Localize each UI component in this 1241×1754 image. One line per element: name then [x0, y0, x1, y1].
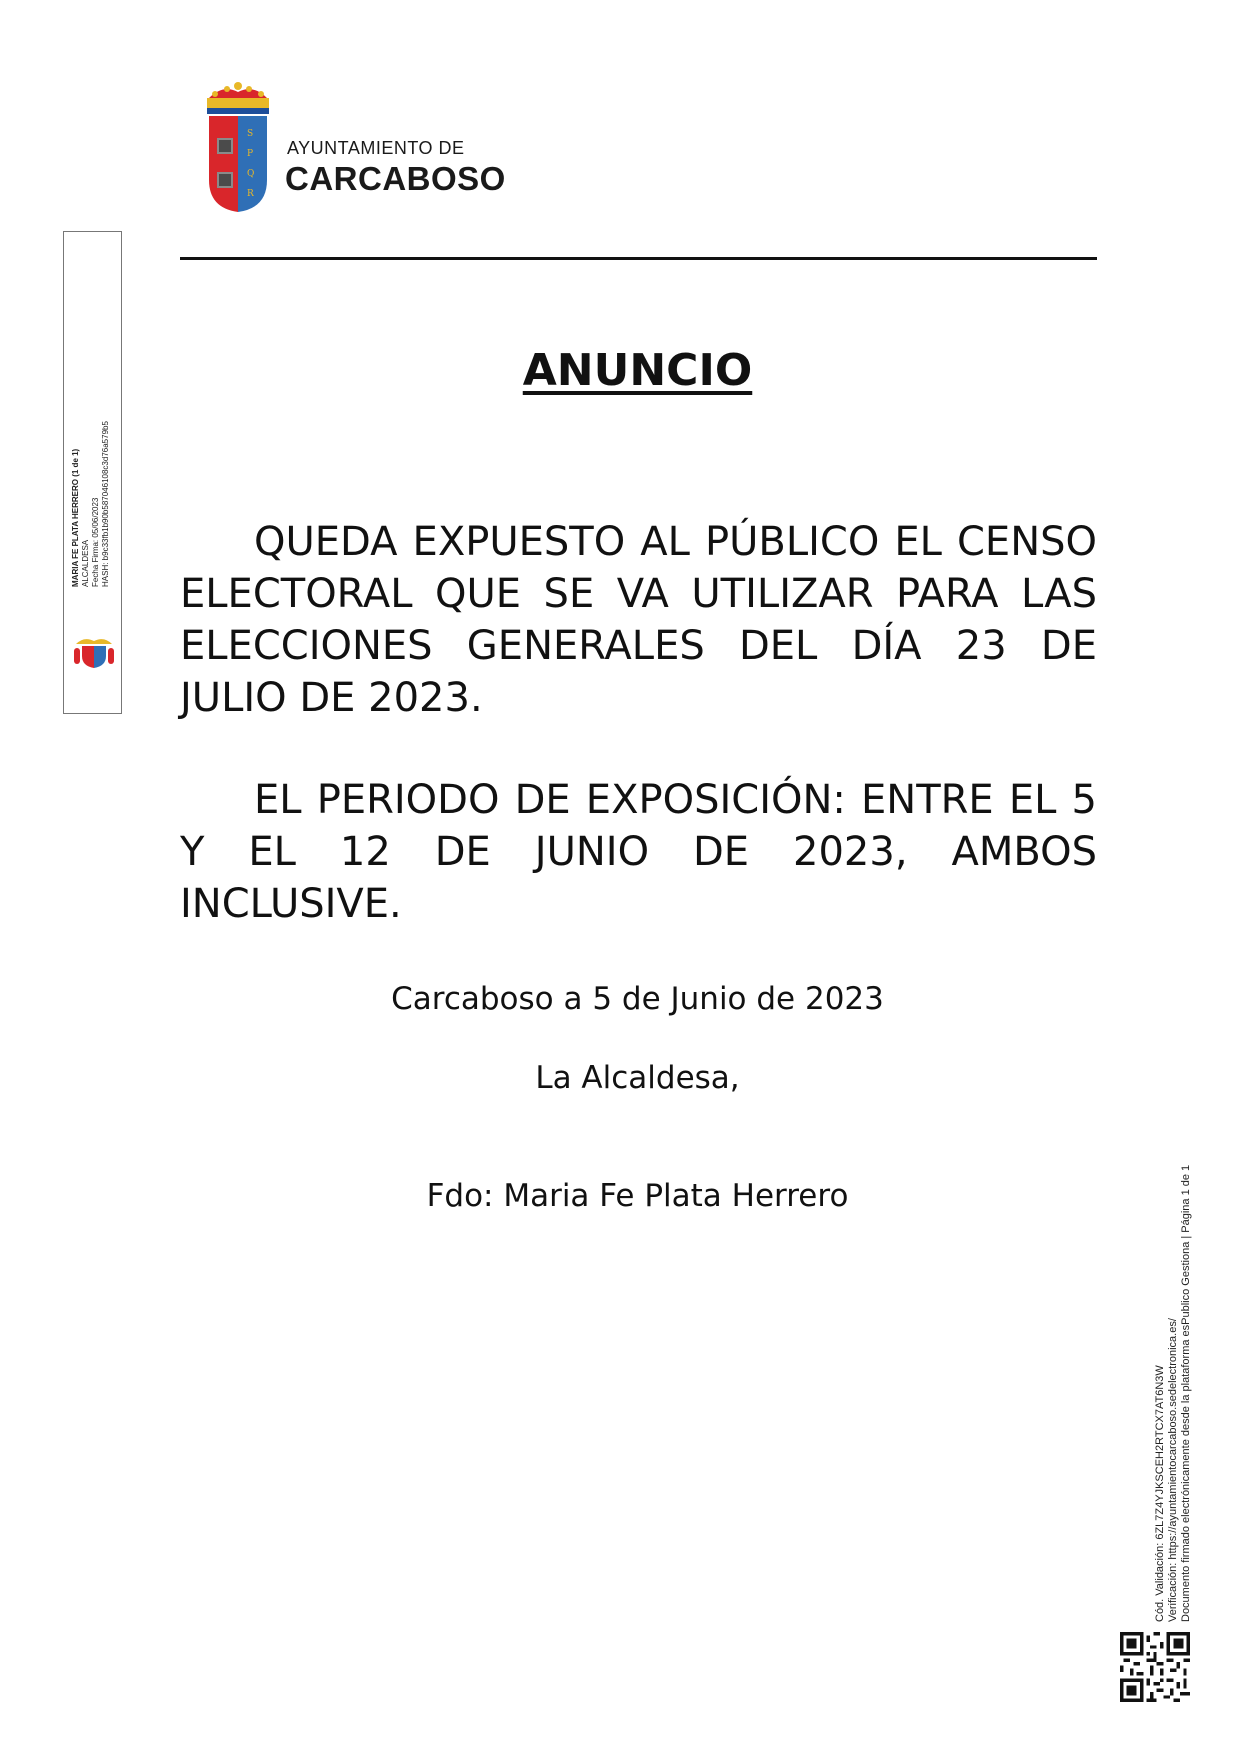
- signature-stamp: [63, 231, 122, 714]
- exposure-period-paragraph: EL PERIODO DE EXPOSICIÓN: ENTRE EL 5 Y EL 12 DE JUNIO DE 2023, AMBOS INCLUSIVE.: [180, 777, 1097, 927]
- verification-url: Verificación: https://ayuntamientocarcaboso.sedelectronica.es/: [1167, 1318, 1179, 1622]
- org-name-line2: CARCABOSO: [285, 160, 506, 197]
- municipality-logo: [203, 80, 506, 220]
- coat-of-arms-icon: [203, 80, 273, 216]
- signer-name: Fdo: Maria Fe Plata Herrero: [426, 1178, 849, 1214]
- svg-text:P: P: [247, 149, 254, 159]
- stamp-signer: MARIA FE PLATA HERRERO (1 de 1): [71, 448, 80, 587]
- header-divider: [180, 257, 1097, 260]
- qr-code-icon: [1120, 1632, 1190, 1702]
- validation-code: Cód. Validación: 6ZL7Z4YJKSCEH2RTCX7AT6N3W: [1154, 1365, 1166, 1622]
- announcement-paragraph: QUEDA EXPUESTO AL PÚBLICO EL CENSO ELECTORAL QUE SE VA UTILIZAR PARA LAS ELECCIONES GENERALES DEL DÍA 23 DE JULIO DE 2023.: [180, 519, 1097, 721]
- signing-platform: Documento firmado electrónicamente desde la plataforma esPublico Gestiona | Página 1 de 1: [1180, 1164, 1192, 1622]
- svg-text:Q: Q: [247, 169, 255, 179]
- signer-role: La Alcaldesa,: [535, 1060, 740, 1096]
- stamp-date: Fecha Firma: 05/06/2023: [91, 497, 100, 587]
- place-and-date: Carcaboso a 5 de Junio de 2023: [391, 981, 884, 1017]
- svg-text:S: S: [247, 129, 254, 139]
- stamp-position: ALCALDESA: [81, 539, 90, 587]
- stamp-hash: HASH: b9c33fb1b90b587046108c3d76a579b5: [101, 421, 110, 587]
- coat-of-arms-icon: [72, 636, 116, 670]
- verification-text: [1154, 1165, 1193, 1622]
- signature-stamp-text: [71, 421, 111, 587]
- page-title: ANUNCIO: [522, 345, 753, 396]
- org-name-line1: AYUNTAMIENTO DE: [287, 138, 465, 158]
- svg-text:R: R: [247, 189, 254, 199]
